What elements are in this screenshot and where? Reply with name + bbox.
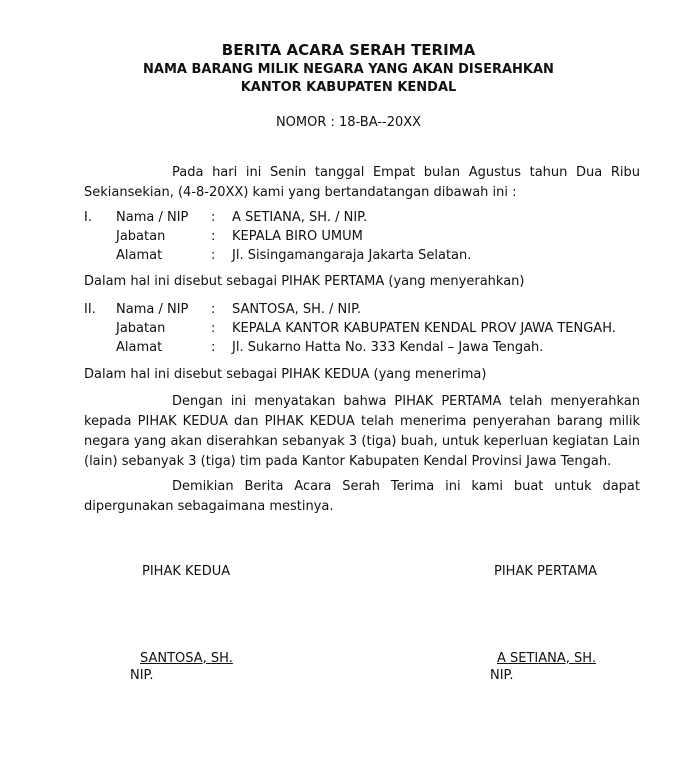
party-second-row-name bbox=[84, 302, 664, 321]
field-value: KEPALA BIRO UMUM bbox=[232, 229, 363, 244]
document-number: NOMOR : 18-BA--20XX bbox=[275, 115, 422, 130]
field-value: Jl. Sisingamangaraja Jakarta Selatan. bbox=[232, 248, 472, 263]
field-label: Alamat bbox=[116, 248, 163, 263]
signature-name-right: A SETIANA, SH. bbox=[497, 651, 596, 666]
field-label: Jabatan bbox=[116, 229, 166, 244]
field-label: Nama / NIP bbox=[116, 210, 189, 225]
field-colon: : bbox=[211, 248, 216, 263]
document-subtitle: NAMA BARANG MILIK NEGARA YANG AKAN DISERAHKAN bbox=[143, 62, 554, 77]
document-title: BERITA ACARA SERAH TERIMA bbox=[221, 41, 476, 59]
party-first-designation: Dalam hal ini disebut sebagai PIHAK PERTAMA (yang menyerahkan) bbox=[84, 274, 525, 289]
party-first-numeral: I. bbox=[84, 210, 92, 225]
party-second-row-position bbox=[84, 321, 664, 340]
field-colon: : bbox=[211, 302, 216, 317]
body-paragraph: Dengan ini menyatakan bahwa PIHAK PERTAMA telah menyerahkan kepada PIHAK KEDUA dan PIHAK KEDUA telah menerima penyerahan barang milik negara yang akan diserahkan sebanyak 3 (tiga) buah, untuk keperluan kegiatan Lain (lain) sebanyak 3 (tiga) tim pada Kantor Kabupaten Kendal Provinsi Jawa Tengah. bbox=[84, 394, 640, 469]
signature-name-left: SANTOSA, SH. bbox=[140, 651, 233, 666]
party-second-row-address bbox=[84, 340, 664, 359]
field-label: Alamat bbox=[116, 340, 163, 355]
field-colon: : bbox=[211, 229, 216, 244]
party-second-numeral: II. bbox=[84, 302, 96, 317]
party-first-block bbox=[84, 210, 664, 267]
field-value: A SETIANA, SH. / NIP. bbox=[232, 210, 368, 225]
intro-paragraph: Pada hari ini Senin tanggal Empat bulan Agustus tahun Dua Ribu Sekiansekian, (4-8-20XX) kami yang bertandatangan dibawah ini : bbox=[84, 165, 640, 200]
field-label: Nama / NIP bbox=[116, 302, 189, 317]
party-second-block bbox=[84, 302, 664, 359]
party-first-row-name bbox=[84, 210, 664, 229]
field-colon: : bbox=[211, 340, 216, 355]
field-value: Jl. Sukarno Hatta No. 333 Kendal – Jawa Tengah. bbox=[232, 340, 544, 355]
field-colon: : bbox=[211, 210, 216, 225]
office-name: KANTOR KABUPATEN KENDAL bbox=[240, 80, 457, 95]
party-second-designation: Dalam hal ini disebut sebagai PIHAK KEDUA (yang menerima) bbox=[84, 367, 487, 382]
field-colon: : bbox=[211, 321, 216, 336]
field-label: Jabatan bbox=[116, 321, 166, 336]
signature-nip-right: NIP. bbox=[490, 668, 514, 683]
signature-role-right: PIHAK PERTAMA bbox=[494, 564, 598, 579]
signature-role-left: PIHAK KEDUA bbox=[142, 564, 231, 579]
field-value: KEPALA KANTOR KABUPATEN KENDAL PROV JAWA TENGAH. bbox=[232, 321, 616, 336]
field-value: SANTOSA, SH. / NIP. bbox=[232, 302, 362, 317]
signature-nip-left: NIP. bbox=[130, 668, 154, 683]
closing-paragraph: Demikian Berita Acara Serah Terima ini kami buat untuk dapat dipergunakan sebagaimana mestinya. bbox=[84, 479, 640, 514]
party-first-row-position bbox=[84, 229, 664, 248]
party-first-row-address bbox=[84, 248, 664, 267]
